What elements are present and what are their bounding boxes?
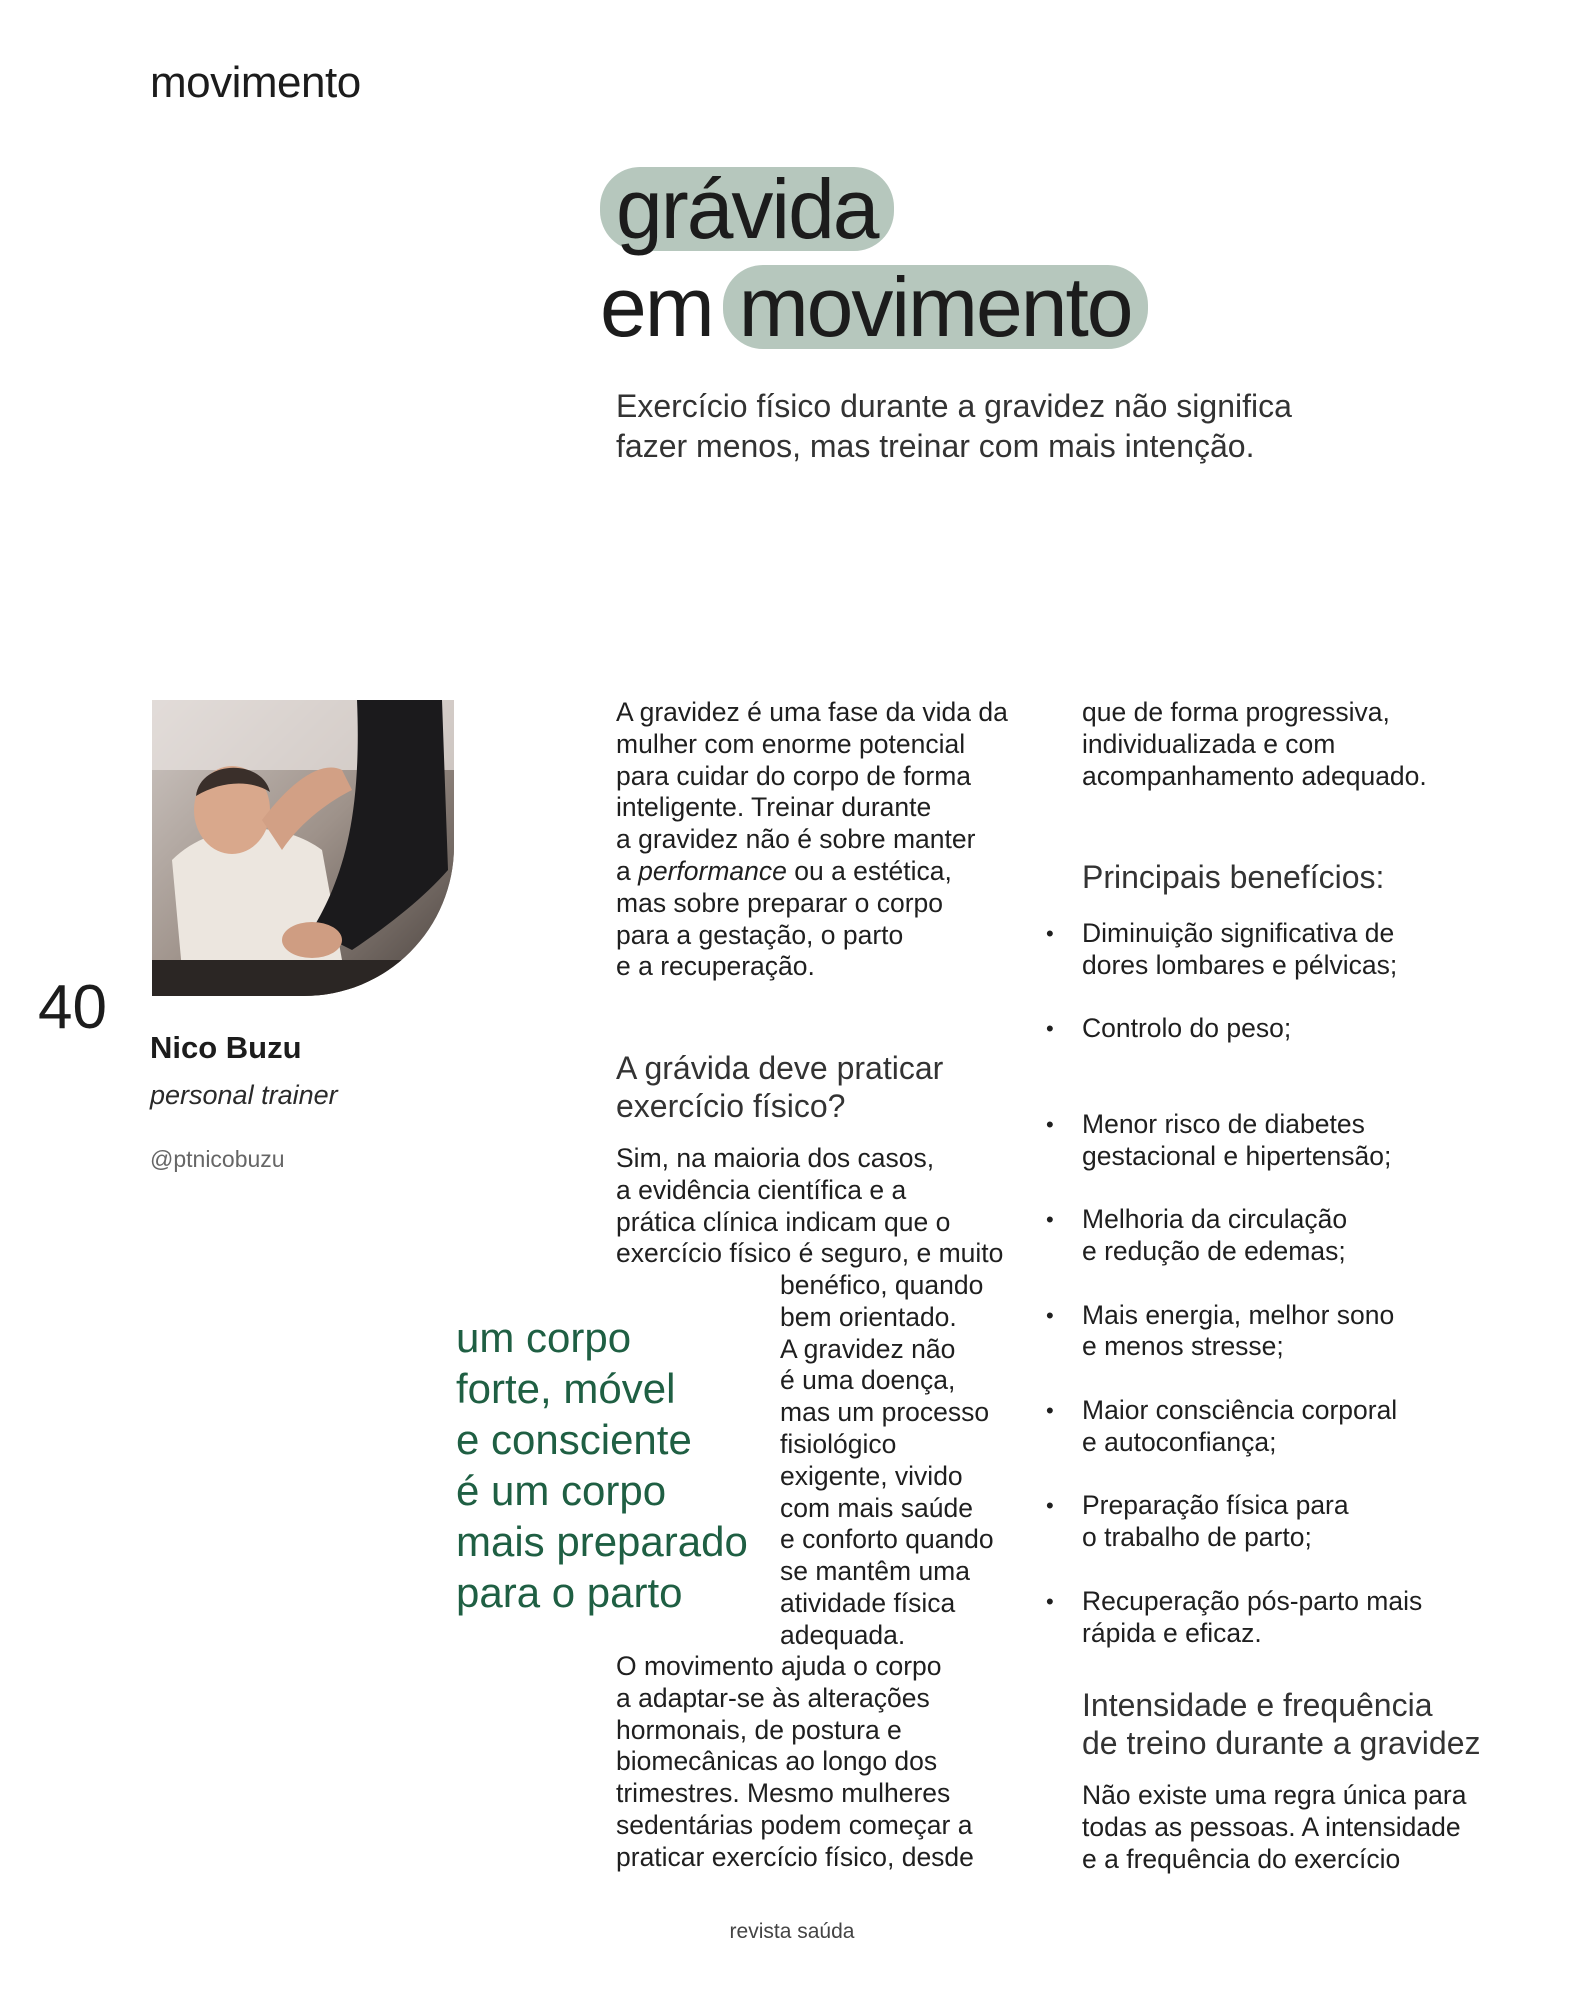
pull-quote-line: é um corpo [456,1467,667,1514]
text-line: e autoconfiança; [1082,1426,1277,1457]
text-line: • Controlo do peso; [1082,1013,1292,1044]
title-line-2-plain: em [600,260,713,354]
author-name: Nico Buzu [150,1030,302,1065]
text-line [616,856,1008,888]
text-line: que de forma progressiva, [1082,697,1390,727]
text-line: com mais saúde [780,1492,973,1523]
text-line: mulher com enorme potencial [616,728,966,759]
pull-quote [456,1312,748,1618]
intensity-heading [1082,1686,1480,1762]
section-label: movimento [150,58,361,107]
text-line: para cuidar do corpo de forma [616,760,972,791]
list-item [1082,1395,1422,1490]
text-line: Não existe uma regra única para [1082,1780,1467,1810]
benefits-list [1082,918,1422,1681]
pull-quote-line: forte, móvel [456,1365,676,1412]
list-item [1082,918,1422,1013]
intensity-paragraph [1082,1780,1466,1875]
question-answer-narrow [780,1270,994,1652]
pull-quote-line: para o parto [456,1569,683,1616]
text-line: A gravidez é uma fase da vida da [616,697,1008,727]
list-item [1082,1300,1422,1395]
text-line: e conforto quando [780,1524,994,1555]
text-line: dores lombares e pélvicas; [1082,949,1398,980]
text-line: gestacional e hipertensão; [1082,1140,1392,1171]
text-line: se mantêm uma [780,1556,970,1587]
heading-line: Intensidade e frequência [1082,1687,1433,1723]
title-line-1: grávida [600,167,894,251]
question-heading [616,1049,943,1125]
text-line: • Diminuição significativa de [1082,918,1395,948]
text-line: praticar exercício físico, desde [616,1841,974,1872]
text-line: benéfico, quando [780,1270,984,1300]
text-line: prática clínica indicam que o [616,1206,951,1237]
text-line: O movimento ajuda o corpo [616,1651,942,1681]
text-line: atividade física [780,1587,956,1618]
question-answer [616,1143,1003,1270]
text-line: o trabalho de parto; [1082,1522,1312,1553]
pull-quote-line: mais preparado [456,1518,748,1565]
author-handle[interactable]: @ptnicobuzu [150,1146,285,1172]
pull-quote-line: um corpo [456,1314,632,1361]
text-line: • Preparação física para [1082,1490,1349,1521]
text-line: é uma doença, [780,1365,956,1396]
text-line: • Melhoria da circulação [1082,1204,1348,1235]
text-fragment: ou a estética, [786,855,952,886]
footer-magazine-name: revista saúda [729,1920,855,1943]
text-line: trimestres. Mesmo mulheres [616,1778,951,1809]
pull-quote-line: e consciente [456,1416,692,1463]
text-line: exigente, vivido [780,1460,963,1491]
text-line: e a recuperação. [616,951,815,982]
heading-line: de treino durante a gravidez [1082,1725,1481,1761]
list-item [1082,1586,1422,1681]
text-line: mas sobre preparar o corpo [616,887,943,918]
text-line: • Maior consciência corporal [1082,1394,1398,1425]
text-line: hormonais, de postura e [616,1714,902,1745]
text-line: • Mais energia, melhor sono [1082,1299,1395,1330]
list-item [1082,1490,1422,1585]
subtitle-line: Exercício físico durante a gravidez não significa [616,388,1292,424]
text-line: inteligente. Treinar durante [616,792,932,823]
text-line: a evidência científica e a [616,1174,907,1205]
heading-line: exercício físico? [616,1088,846,1124]
text-line: rápida e eficaz. [1082,1617,1262,1648]
author-photo [152,700,454,996]
text-line: acompanhamento adequado. [1082,760,1427,791]
list-item [1082,1204,1422,1299]
text-line: a adaptar-se às alterações [616,1682,930,1713]
subtitle [616,386,1336,466]
author-photo-illustration [152,700,454,996]
text-line: sedentárias podem começar a [616,1809,973,1840]
author-role: personal trainer [150,1080,338,1110]
text-fragment: a [616,855,639,886]
text-line: adequada. [780,1619,906,1650]
text-line: Sim, na maioria dos casos, [616,1143,935,1173]
movement-paragraph [616,1651,974,1874]
text-line: biomecânicas ao longo dos [616,1746,938,1777]
text-line: individualizada e com [1082,728,1336,759]
italic-word: performance [638,855,787,886]
text-line: para a gestação, o parto [616,919,904,950]
text-line: mas um processo [780,1397,990,1428]
text-line: exercício físico é seguro, e muito [616,1238,1004,1269]
list-item [1082,1109,1422,1204]
text-line: bem orientado. [780,1301,957,1332]
col3-continuation [1082,697,1427,792]
text-line: • Menor risco de diabetes [1082,1108,1365,1139]
list-item [1082,1013,1422,1108]
article-title [600,160,1148,356]
intro-paragraph [616,697,1008,983]
text-line: e a frequência do exercício [1082,1843,1401,1874]
benefits-heading: Principais benefícios: [1082,859,1385,895]
text-line: e redução de edemas; [1082,1235,1346,1266]
page-number: 40 [38,973,107,1042]
heading-line: A grávida deve praticar [616,1050,944,1086]
text-line: fisiológico [780,1428,897,1459]
text-line: todas as pessoas. A intensidade [1082,1811,1461,1842]
text-line: e menos stresse; [1082,1331,1284,1362]
title-line-2-highlight: movimento [723,265,1148,349]
text-line: a gravidez não é sobre manter [616,824,976,855]
text-line: • Recuperação pós-parto mais [1082,1585,1423,1616]
subtitle-line: fazer menos, mas treinar com mais intenção. [616,428,1255,464]
text-line: A gravidez não [780,1333,956,1364]
